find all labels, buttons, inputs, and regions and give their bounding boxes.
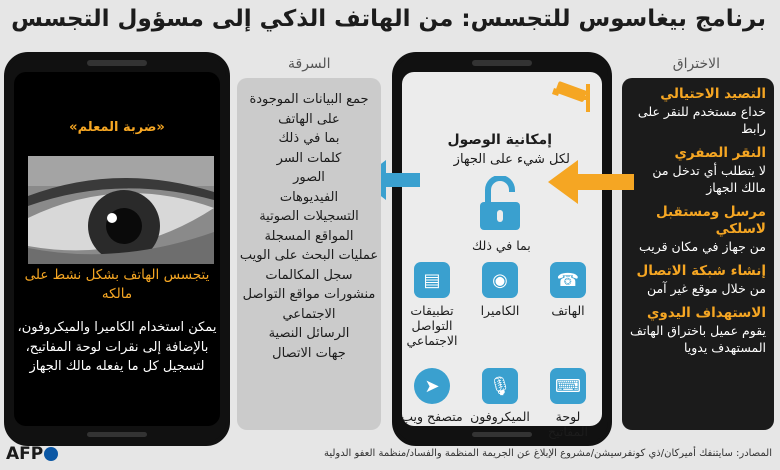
method-desc: لا يتطلب أي تدخل من مالك الجهاز (652, 163, 766, 195)
data-item: التسجيلات الصوتية (259, 209, 359, 224)
app-microphone (470, 368, 530, 424)
data-item: عمليات البحث على الويب (239, 248, 379, 263)
hacking-method (628, 86, 766, 137)
data-item: بما في ذلك (278, 131, 340, 146)
including-label: بما في ذلك (472, 238, 531, 253)
method-desc: يقوم عميل باختراق الهاتف المستهدف يدويا (630, 323, 766, 355)
hacking-method (628, 204, 766, 255)
app-social (400, 262, 464, 348)
data-item: كلمات السر (276, 150, 342, 166)
access-subtitle: لكل شيء على الجهاز (453, 152, 570, 167)
page-title: برنامج بيغاسوس للتجسس: من الهاتف الذكي إلى مسؤول التجسس (11, 6, 766, 32)
app-label: لوحة المفاتيح (548, 409, 588, 439)
app-keyboard (538, 368, 598, 439)
afp-logo (6, 444, 58, 464)
data-item: الرسائل النصية (268, 326, 350, 341)
method-title: مرسل ومستقبل لاسلكي (655, 204, 766, 237)
stolen-data-panel (237, 78, 381, 430)
spy-phone (4, 52, 230, 446)
hacking-methods-panel (622, 78, 774, 430)
method-desc: من خلال موقع غير آمن (646, 281, 766, 296)
logo-text: AFP (6, 444, 44, 464)
access-title: إمكانية الوصول (447, 132, 552, 148)
target-phone-screen (401, 72, 602, 439)
phone-icon: ☎ (550, 262, 586, 298)
data-item: سجل المكالمات (265, 267, 353, 283)
social-apps-icon: ▤ (414, 262, 450, 298)
keyboard-icon: ⌨ (550, 368, 586, 404)
phone-notch (87, 60, 147, 66)
data-item: منشورات مواقع التواصل الاجتماعي (242, 287, 376, 322)
logo-dot (44, 447, 58, 461)
hacking-method (628, 145, 766, 196)
hacking-header: الاختراق (672, 56, 720, 72)
eye-image (28, 156, 214, 264)
app-label: الهاتف (551, 303, 585, 318)
app-label: تطبيقات التواصل الاجتماعي (406, 303, 458, 348)
master-stroke-label: «ضربة المعلم» (69, 120, 165, 135)
data-item: جمع البيانات الموجودة على الهاتف (249, 92, 369, 127)
orange-arrow (548, 160, 634, 204)
hacking-method (628, 263, 766, 297)
hacking-method (628, 305, 766, 356)
phone-home-bar (472, 432, 532, 437)
app-label: الميكروفون (470, 409, 530, 424)
phone-notch (472, 60, 532, 66)
method-title: إنشاء شبكة الاتصال (636, 263, 766, 279)
spy-phone-screen (14, 72, 220, 426)
browser-icon: ➤ (414, 368, 450, 404)
data-item: الفيديوهات (279, 189, 339, 205)
camera-icon: ◉ (482, 262, 518, 298)
microphone-icon: 🎙 (482, 368, 518, 404)
method-title: التصيد الاحتيالي (660, 86, 766, 102)
sources-footer: المصادر: سايتنفك أميركان/ذي كونفرسيشن/مشروع الإبلاغ عن الجريمة المنظمة والفساد/منظمة العفو الدولية (323, 448, 772, 459)
app-phone (538, 262, 598, 318)
method-title: الاستهداف اليدوي (647, 305, 766, 321)
spy-description: يمكن استخدام الكاميرا والميكروفون، بالإضافة إلى نقرات لوحة المفاتيح، لتسجيل كل ما يفعله مالك الجهاز (17, 320, 217, 374)
method-desc: خداع مستخدم للنقر على رابط (637, 104, 766, 136)
cctv-camera-icon (552, 80, 600, 116)
phone-home-bar (87, 432, 147, 437)
method-title: النقر الصفري (674, 145, 766, 161)
data-item: الصور (293, 170, 325, 185)
spy-note: يتجسس الهاتف بشكل نشط على مالكه (24, 267, 210, 302)
app-label: متصفح ويب (401, 409, 463, 424)
data-item: جهات الاتصال (272, 345, 346, 361)
unlocked-padlock-icon (476, 176, 524, 232)
target-phone (392, 52, 612, 446)
theft-header: السرقة (288, 56, 331, 72)
app-browser (400, 368, 464, 424)
method-desc: من جهاز في مكان قريب (638, 239, 766, 254)
data-item: المواقع المسجلة (264, 228, 354, 244)
app-label: الكاميرا (480, 303, 520, 318)
app-camera (470, 262, 530, 318)
